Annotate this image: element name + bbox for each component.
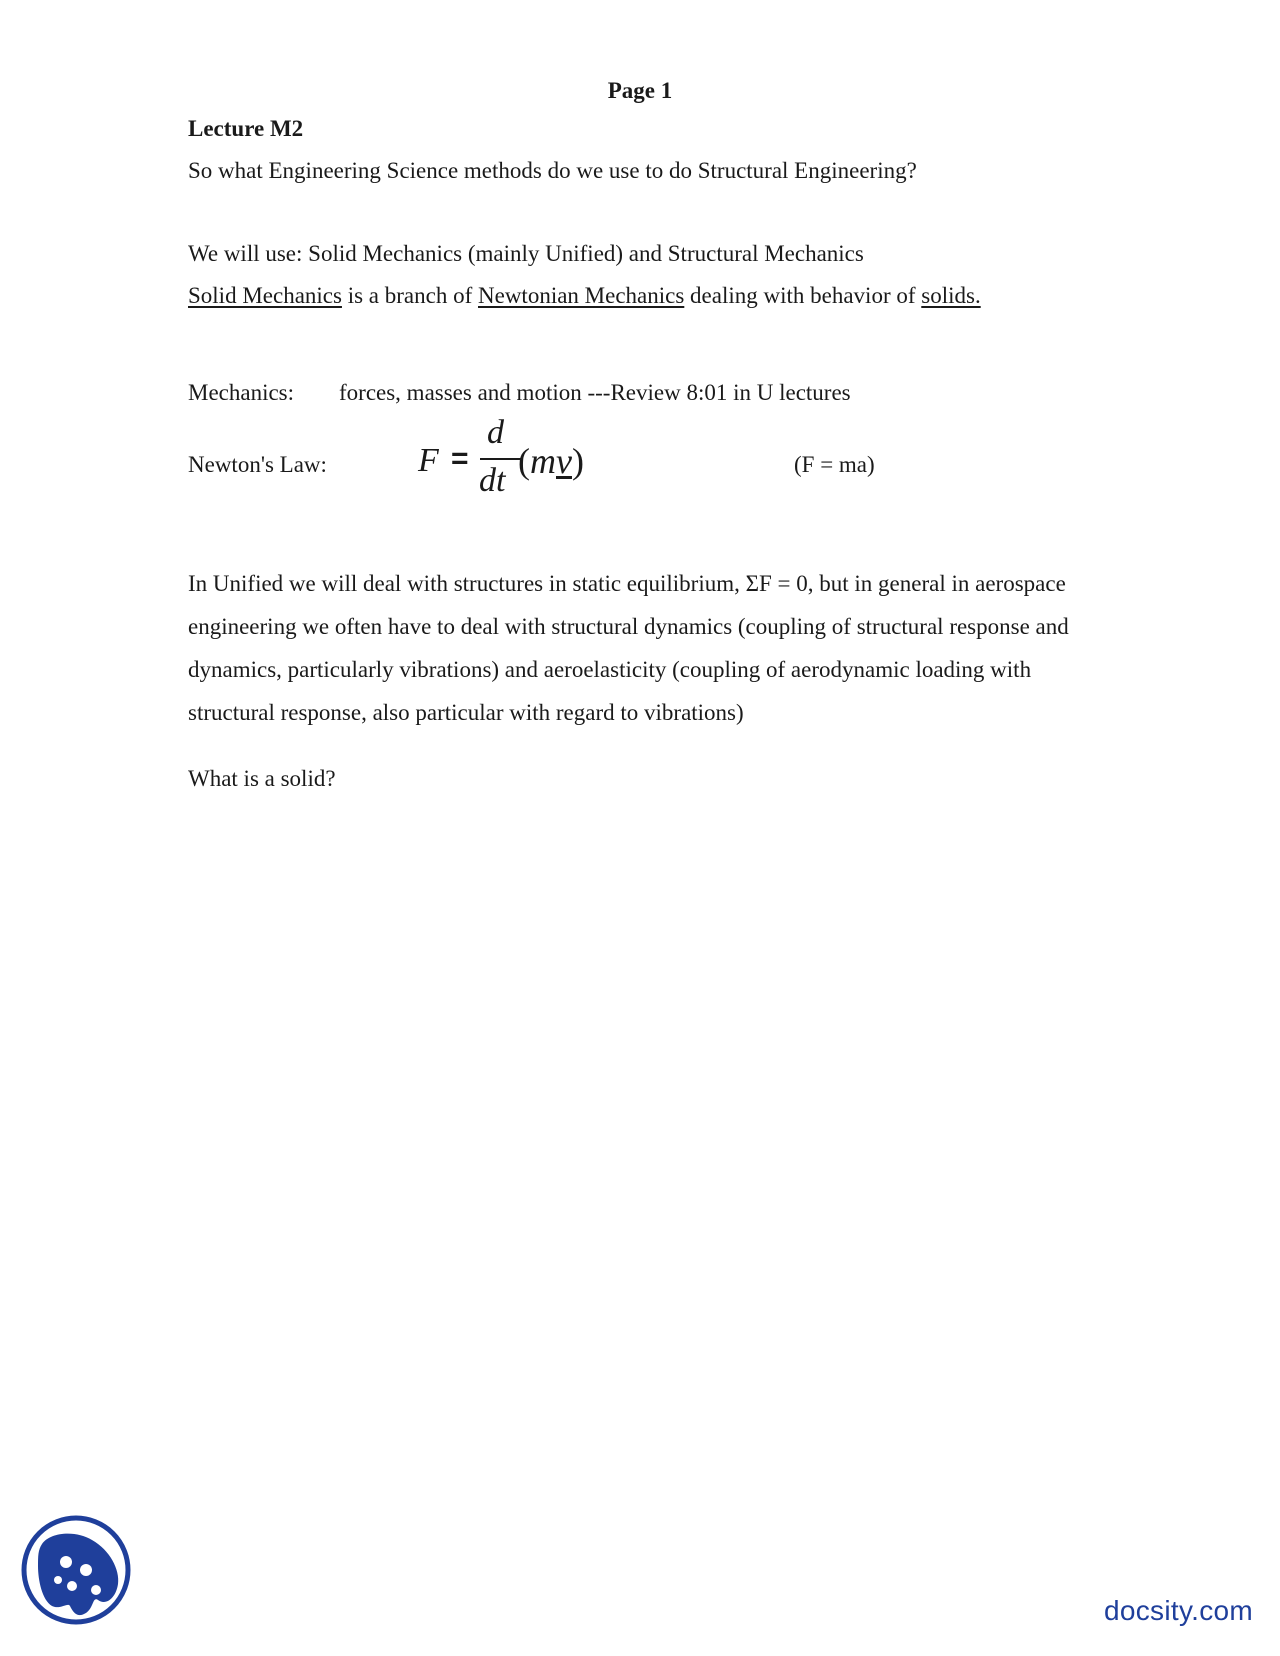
formula-fraction-bar — [480, 458, 522, 460]
formula-momentum — [518, 440, 584, 482]
mechanics-label: Mechanics: — [188, 380, 295, 405]
formula-lhs: F — [418, 442, 439, 479]
uses-line: We will use: Solid Mechanics (mainly Unified) and Structural Mechanics — [188, 241, 864, 266]
term-newtonian-mechanics: Newtonian Mechanics — [478, 283, 685, 308]
formula-equals: = — [451, 442, 469, 475]
docsity-logo-icon — [20, 1514, 132, 1626]
docsity-logo[interactable] — [20, 1514, 132, 1626]
lecture-heading: Lecture M2 — [188, 116, 304, 141]
newton-note: (F = ma) — [794, 452, 875, 477]
formula-close-paren: ) — [571, 441, 584, 481]
brand-link[interactable]: docsity.com — [1104, 1595, 1254, 1626]
mechanics-text: forces, masses and motion ---Review 8:01 in U lectures — [339, 380, 851, 405]
closing-question: What is a solid? — [188, 766, 336, 791]
formula-mass: m — [530, 441, 556, 481]
intro-question: So what Engineering Science methods do we use to do Structural Engineering? — [188, 158, 917, 183]
page-label: Page 1 — [607, 78, 673, 103]
term-solid-mechanics: Solid Mechanics — [188, 283, 342, 308]
definition-text-2: dealing with behavior of — [684, 283, 922, 308]
formula-velocity: v — [556, 441, 572, 481]
body-paragraph: In Unified we will deal with structures in static equilibrium, ΣF = 0, but in general in aerospace engineering we often have to deal with structural dynamics (coupling of structural response and dynamics, particularly vibrations) and aeroelasticity (coupling of aerodynamic loading with structural response, also particular with regard to vibrations) — [188, 571, 1069, 725]
newton-label: Newton's Law: — [188, 452, 327, 477]
formula-numerator: d — [487, 414, 504, 451]
definition-line — [188, 283, 981, 309]
formula-denominator: dt — [479, 462, 506, 499]
term-solids: solids. — [921, 283, 981, 308]
definition-text-1: is a branch of — [341, 283, 478, 308]
formula-open-paren: ( — [518, 441, 530, 481]
